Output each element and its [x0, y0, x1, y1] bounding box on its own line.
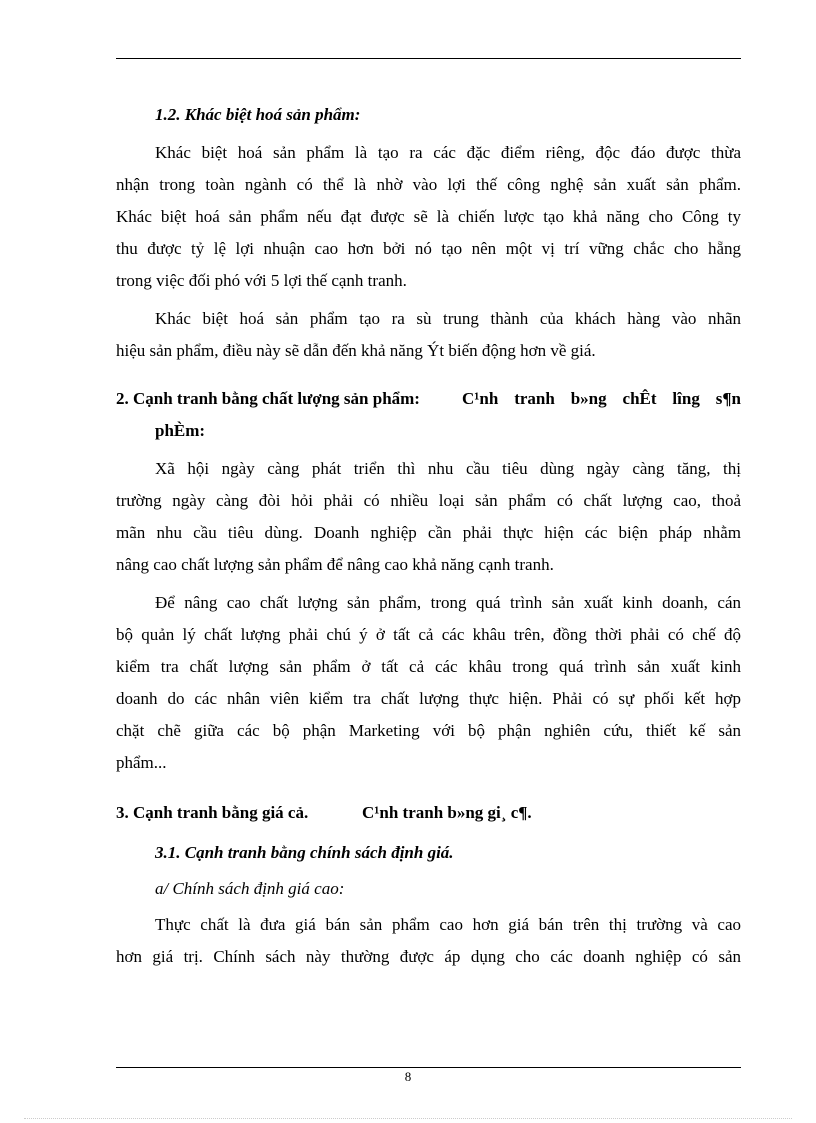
heading-2: 2. Cạnh tranh bằng chất lượng sản phẩm: [116, 389, 420, 408]
paragraph-line: mãn nhu cầu tiêu dùng. Doanh nghiệp cần phải thực hiện các biện pháp nhằm [116, 523, 741, 542]
heading-a: a/ Chính sách định giá cao: [155, 879, 345, 898]
paragraph-line: bộ quản lý chất lượng phải chú ý ở tất cả các khâu trên, đồng thời phải có chế độ [116, 625, 741, 644]
paragraph-line: chặt chẽ giữa các bộ phận Marketing với bộ phận nghiên cứu, thiết kế sản [116, 721, 741, 740]
paragraph-line: phẩm... [116, 753, 167, 772]
paragraph-line: thu được tỷ lệ lợi nhuận cao hơn bởi nó tạo nên một vị trí vững chắc cho hẵng [116, 239, 741, 258]
footer-rule [116, 1067, 741, 1068]
paragraph-line: nâng cao chất lượng sản phẩm để nâng cao khả năng cạnh tranh. [116, 555, 554, 574]
paragraph-line: Xã hội ngày càng phát triển thì nhu cầu tiêu dùng ngày càng tăng, thị [155, 459, 741, 478]
paragraph-line: kiểm tra chất lượng sản phẩm ở tất cả các khâu trong quá trình sản xuất kinh [116, 657, 741, 676]
paragraph-line: doanh do các nhân viên kiểm tra chất lượng thực hiện. Phải có sự phối kết hợp [116, 689, 741, 708]
paragraph-line: nhận trong toàn ngành có thể là nhờ vào lợi thế công nghệ sản xuất sản phẩm. [116, 175, 741, 194]
paragraph-line: Khác biệt hoá sản phẩm tạo ra sù trung thành của khách hàng vào nhãn [155, 309, 741, 328]
paragraph-line: Khác biệt hoá sản phẩm là tạo ra các đặc điểm riêng, độc đáo được thừa [155, 143, 741, 162]
paragraph-line: hơn giá trị. Chính sách này thường được áp dụng cho các doanh nghiệp có sản [116, 947, 741, 966]
page-number: 8 [404, 1069, 412, 1084]
paragraph-line: Để nâng cao chất lượng sản phẩm, trong quá trình sản xuất kinh doanh, cán [155, 593, 741, 612]
paragraph-line: trong việc đối phó với 5 lợi thế cạnh tranh. [116, 271, 407, 290]
paragraph-line: hiệu sản phẩm, điều này sẽ dẫn đến khả năng Ýt biến động hơn về giá. [116, 341, 596, 360]
heading-1-2: 1.2. Khác biệt hoá sản phẩm: [155, 105, 361, 124]
heading-3-1: 3.1. Cạnh tranh bằng chính sách định giá. [155, 843, 454, 862]
heading-2-garbled-cont: phÈm: [155, 421, 206, 440]
heading-3-garbled: C¹nh tranh b»ng gi¸ c¶. [362, 803, 532, 822]
page-bottom-border [24, 1118, 792, 1119]
heading-2-garbled: C¹nh tranh b»ng chÊt lîng s¶n [462, 389, 741, 408]
heading-3: 3. Cạnh tranh bằng giá cả. [116, 803, 309, 822]
header-rule [116, 58, 741, 59]
paragraph-line: Thực chất là đưa giá bán sản phẩm cao hơn giá bán trên thị trường và cao [155, 915, 741, 934]
paragraph-line: trường ngày càng đòi hỏi phải có nhiều loại sản phẩm có chất lượng cao, thoả [116, 491, 741, 510]
paragraph-line: Khác biệt hoá sản phẩm nếu đạt được sẽ là chiến lược tạo khả năng cho Công ty [116, 207, 741, 226]
